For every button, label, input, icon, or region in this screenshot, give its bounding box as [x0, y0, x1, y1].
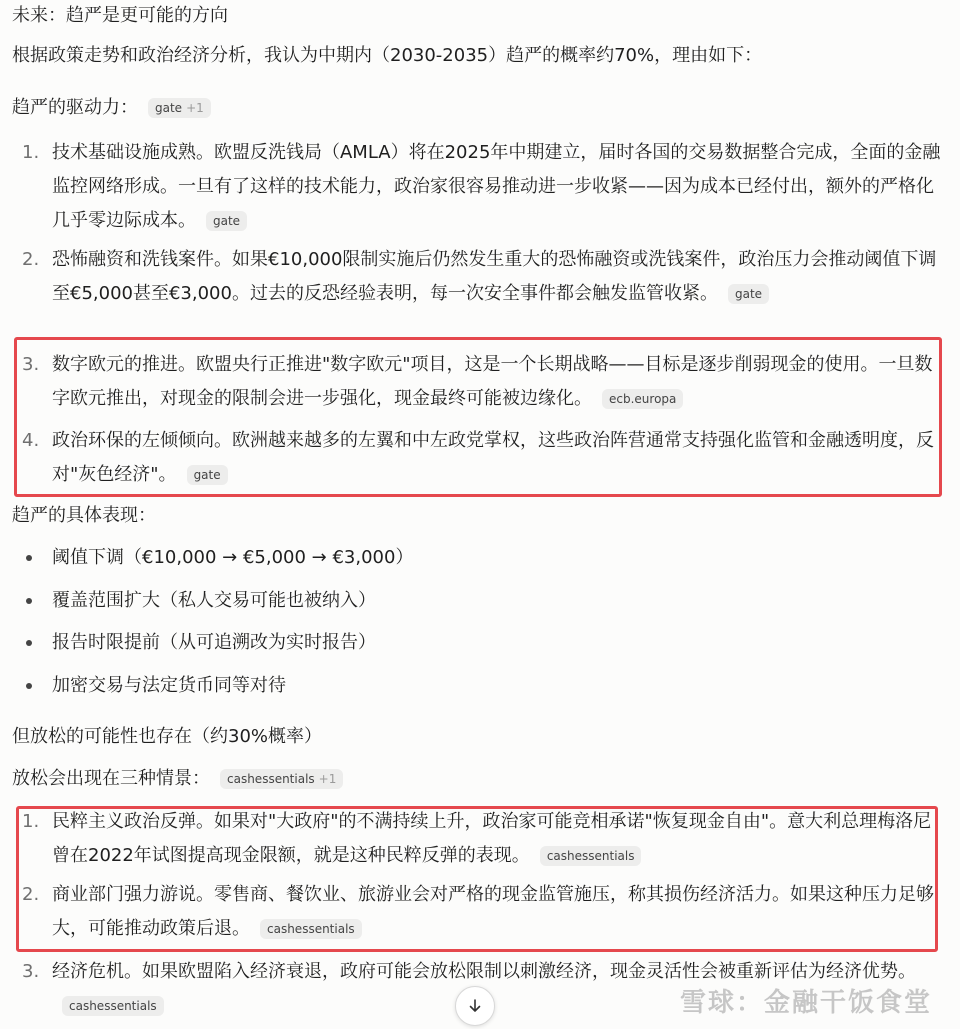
highlight-box-scenarios: [16, 806, 938, 952]
list-number: 3.: [22, 354, 40, 375]
bullet-item: 覆盖范围扩大（私人交易可能也被纳入）: [52, 590, 376, 611]
source-chip[interactable]: [148, 98, 211, 118]
source-chip[interactable]: [220, 769, 343, 789]
list-item-text: 经济危机。如果欧盟陷入经济衰退，政府可能会放松限制以刺激经济，现金灵活性会被重新评估为经济优势。: [52, 961, 916, 982]
list-item-text: 技术基础设施成熟。欧盟反洗钱局（AMLA）将在2025年中期建立，届时各国的交易数据整合完成，全面的金融监控网络形成。一旦有了这样的技术能力，政治家很容易推动进一步收紧——因为成本已经付出，额外的严格化几乎零边际成本。: [52, 142, 941, 231]
bullet-dot: [26, 598, 32, 604]
chip-label: cashessentials: [227, 772, 315, 786]
scenarios-title: [12, 766, 343, 792]
source-chip[interactable]: gate: [187, 465, 228, 485]
list-item-text: 数字欧元的推进。欧盟央行正推进"数字欧元"项目，这是一个长期战略——目标是逐步削弱现金的使用。一旦数字欧元推出，对现金的限制会进一步强化，现金最终可能被边缘化。: [52, 354, 933, 409]
bullet-dot: [26, 555, 32, 561]
list-number: 1.: [22, 811, 40, 832]
drivers-title-text: 趋严的驱动力：: [12, 97, 138, 118]
bullet-dot: [26, 683, 32, 689]
chip-label: gate: [155, 101, 183, 115]
list-item-text: 民粹主义政治反弹。如果对"大政府"的不满持续上升，政治家可能竞相承诺"恢复现金自由"。意大利总理梅洛尼曾在2022年试图提高现金限额，就是这种民粹反弹的表现。: [52, 811, 932, 866]
list-item-text: 商业部门强力游说。零售商、餐饮业、旅游业会对严格的现金监管施压，称其损伤经济活力。如果这种压力足够大，可能推动政策后退。: [52, 884, 934, 939]
loosen-probability-line: 但放松的可能性也存在（约30%概率）: [12, 726, 323, 747]
highlight-box-drivers: [14, 337, 942, 497]
source-chip[interactable]: cashessentials: [540, 846, 642, 866]
drivers-title: [12, 95, 211, 121]
list-number: 3.: [22, 961, 40, 982]
list-number: 4.: [22, 430, 40, 451]
intro-paragraph: 根据政策走势和政治经济分析，我认为中期内（2030-2035）趋严的概率约70%，理由如下：: [12, 45, 763, 66]
chip-extra-count: +1: [186, 101, 204, 115]
bullet-item: 阈值下调（€10,000 → €5,000 → €3,000）: [52, 547, 414, 568]
bullet-item: 报告时限提前（从可追溯改为实时报告）: [52, 632, 376, 653]
list-item-text: 政治环保的左倾倾向。欧洲越来越多的左翼和中左政党掌权，这些政治阵营通常支持强化监管和金融透明度，反对"灰色经济"。: [52, 430, 934, 485]
source-chip[interactable]: cashessentials: [260, 919, 362, 939]
list-number: 2.: [22, 249, 40, 270]
scroll-down-button[interactable]: [455, 986, 495, 1026]
arrow-down-icon: [467, 998, 483, 1014]
chip-extra-count: +1: [318, 772, 337, 786]
watermark: 雪球：金融干饭食堂: [679, 988, 932, 1018]
scenarios-title-text: 放松会出现在三种情景：: [12, 768, 210, 789]
list-number: 1.: [22, 142, 40, 163]
manifest-title: 趋严的具体表现：: [12, 505, 156, 526]
list-item-text: 恐怖融资和洗钱案件。如果€10,000限制实施后仍然发生重大的恐怖融资或洗钱案件，政治压力会推动阈值下调至€5,000甚至€3,000。过去的反恐经验表明，每一次安全事件都会触发监管收紧。: [52, 249, 937, 304]
bullet-dot: [26, 640, 32, 646]
bullet-item: 加密交易与法定货币同等对待: [52, 675, 286, 696]
source-chip[interactable]: cashessentials: [62, 996, 164, 1016]
list-item-driver-2: [52, 243, 942, 311]
source-chip[interactable]: gate: [728, 284, 769, 304]
source-chip[interactable]: ecb.europa: [602, 389, 683, 409]
list-number: 2.: [22, 884, 40, 905]
source-chip[interactable]: gate: [206, 211, 247, 231]
section-heading-future: 未来：趋严是更可能的方向: [12, 5, 228, 26]
list-item-driver-1: [52, 136, 942, 238]
